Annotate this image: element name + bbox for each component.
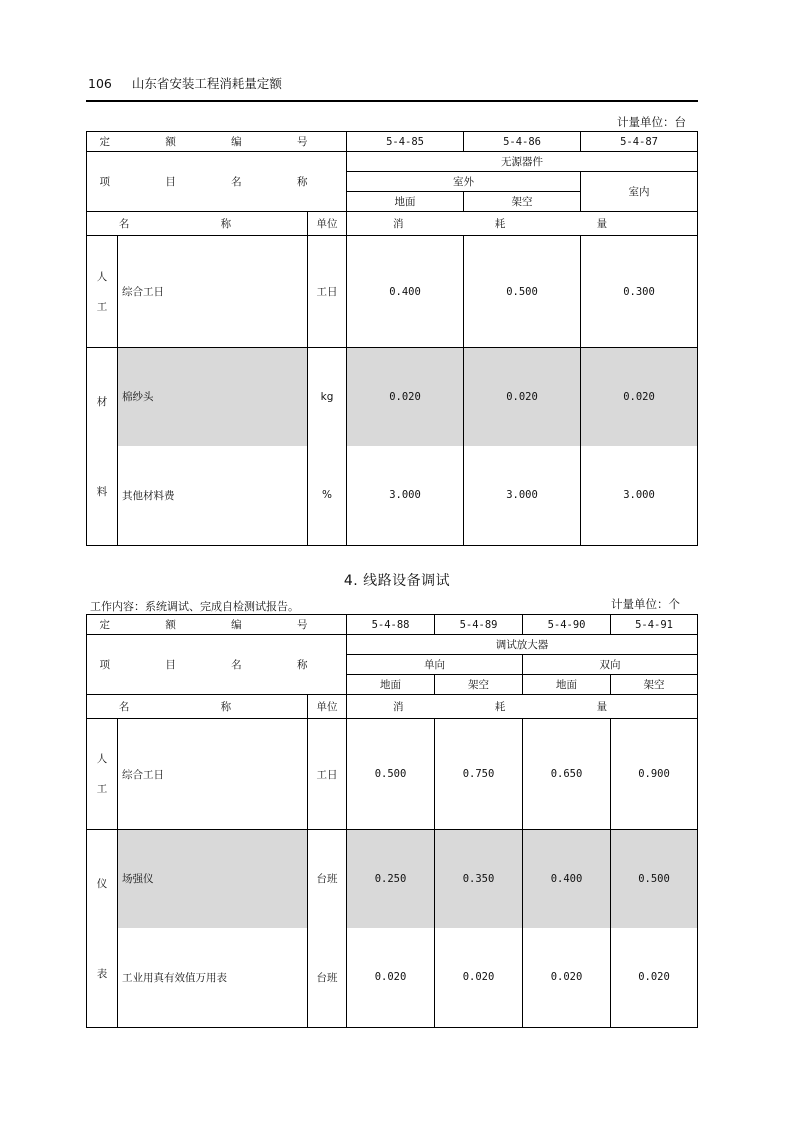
sub-header-indoor: 室内 [581, 172, 698, 212]
sub-header-ground: 地面 [347, 675, 435, 695]
consumption-value: 0.020 [347, 928, 435, 1028]
quota-number-label: 定 额 编 号 [87, 132, 347, 152]
consumption-value: 0.020 [464, 348, 581, 446]
quota-code: 5-4-86 [464, 132, 581, 152]
quota-table-1 [86, 131, 698, 546]
resource-name: 棉纱头 [118, 348, 308, 446]
consumption-value: 0.020 [435, 928, 523, 1028]
consumption-value: 0.500 [611, 830, 698, 928]
consumption-value: 0.350 [435, 830, 523, 928]
work-content: 工作内容：系统调试、完成自检测试报告。 [90, 600, 299, 613]
column-unit-header: 单位 [308, 212, 347, 236]
quota-number-label: 定 额 编 号 [87, 615, 347, 635]
column-consumption-header: 消 耗 量 [347, 212, 698, 236]
column-name-header: 名 称 [87, 212, 308, 236]
resource-unit: 台班 [308, 928, 347, 1028]
category-labor: 人 工 [87, 236, 118, 348]
section-title: 4. 线路设备调试 [343, 573, 451, 589]
sub-header-outdoor: 室外 [347, 172, 581, 192]
consumption-value: 0.400 [347, 236, 464, 348]
resource-name: 场强仪 [118, 830, 308, 928]
consumption-value: 0.650 [523, 719, 611, 830]
category-labor: 人 工 [87, 719, 118, 830]
quota-code: 5-4-90 [523, 615, 611, 635]
consumption-value: 0.750 [435, 719, 523, 830]
resource-unit: 工日 [308, 236, 347, 348]
quota-code: 5-4-89 [435, 615, 523, 635]
sub-header-ground: 地面 [347, 192, 464, 212]
sub-header-single: 单向 [347, 655, 523, 675]
page-header [88, 74, 282, 92]
consumption-value: 0.020 [347, 348, 464, 446]
column-consumption-header: 消 耗 量 [347, 695, 698, 719]
quota-code: 5-4-85 [347, 132, 464, 152]
resource-unit: 工日 [308, 719, 347, 830]
resource-unit: % [308, 446, 347, 546]
consumption-value: 3.000 [347, 446, 464, 546]
resource-name: 工业用真有效值万用表 [118, 928, 308, 1028]
consumption-value: 0.900 [611, 719, 698, 830]
consumption-value: 3.000 [464, 446, 581, 546]
item-name-label: 项 目 名 称 [87, 152, 347, 212]
consumption-value: 0.020 [523, 928, 611, 1028]
book-title: 山东省安装工程消耗量定额 [131, 76, 282, 91]
consumption-value: 3.000 [581, 446, 698, 546]
header-rule [86, 100, 698, 102]
consumption-value: 0.500 [347, 719, 435, 830]
quota-code: 5-4-88 [347, 615, 435, 635]
resource-unit: kg [308, 348, 347, 446]
table1-unit-label: 计量单位：台 [617, 115, 686, 129]
page-number: 106 [88, 76, 112, 91]
consumption-value: 0.400 [523, 830, 611, 928]
column-unit-header: 单位 [308, 695, 347, 719]
consumption-value: 0.250 [347, 830, 435, 928]
consumption-value: 0.500 [464, 236, 581, 348]
resource-unit: 台班 [308, 830, 347, 928]
resource-name: 综合工日 [118, 719, 308, 830]
consumption-value: 0.020 [581, 348, 698, 446]
sub-header-aerial: 架空 [464, 192, 581, 212]
resource-name: 综合工日 [118, 236, 308, 348]
table2-unit-label: 计量单位：个 [611, 597, 680, 611]
item-name-label: 项 目 名 称 [87, 635, 347, 695]
quota-code: 5-4-87 [581, 132, 698, 152]
column-name-header: 名 称 [87, 695, 308, 719]
quota-code: 5-4-91 [611, 615, 698, 635]
group-title: 无源器件 [347, 152, 698, 172]
consumption-value: 0.300 [581, 236, 698, 348]
category-material: 材 料 [87, 348, 118, 546]
resource-name: 其他材料费 [118, 446, 308, 546]
sub-header-aerial: 架空 [611, 675, 698, 695]
category-instrument: 仪 表 [87, 830, 118, 1028]
sub-header-double: 双向 [523, 655, 698, 675]
consumption-value: 0.020 [611, 928, 698, 1028]
sub-header-aerial: 架空 [435, 675, 523, 695]
group-title: 调试放大器 [347, 635, 698, 655]
sub-header-ground: 地面 [523, 675, 611, 695]
quota-table-2 [86, 614, 698, 1028]
